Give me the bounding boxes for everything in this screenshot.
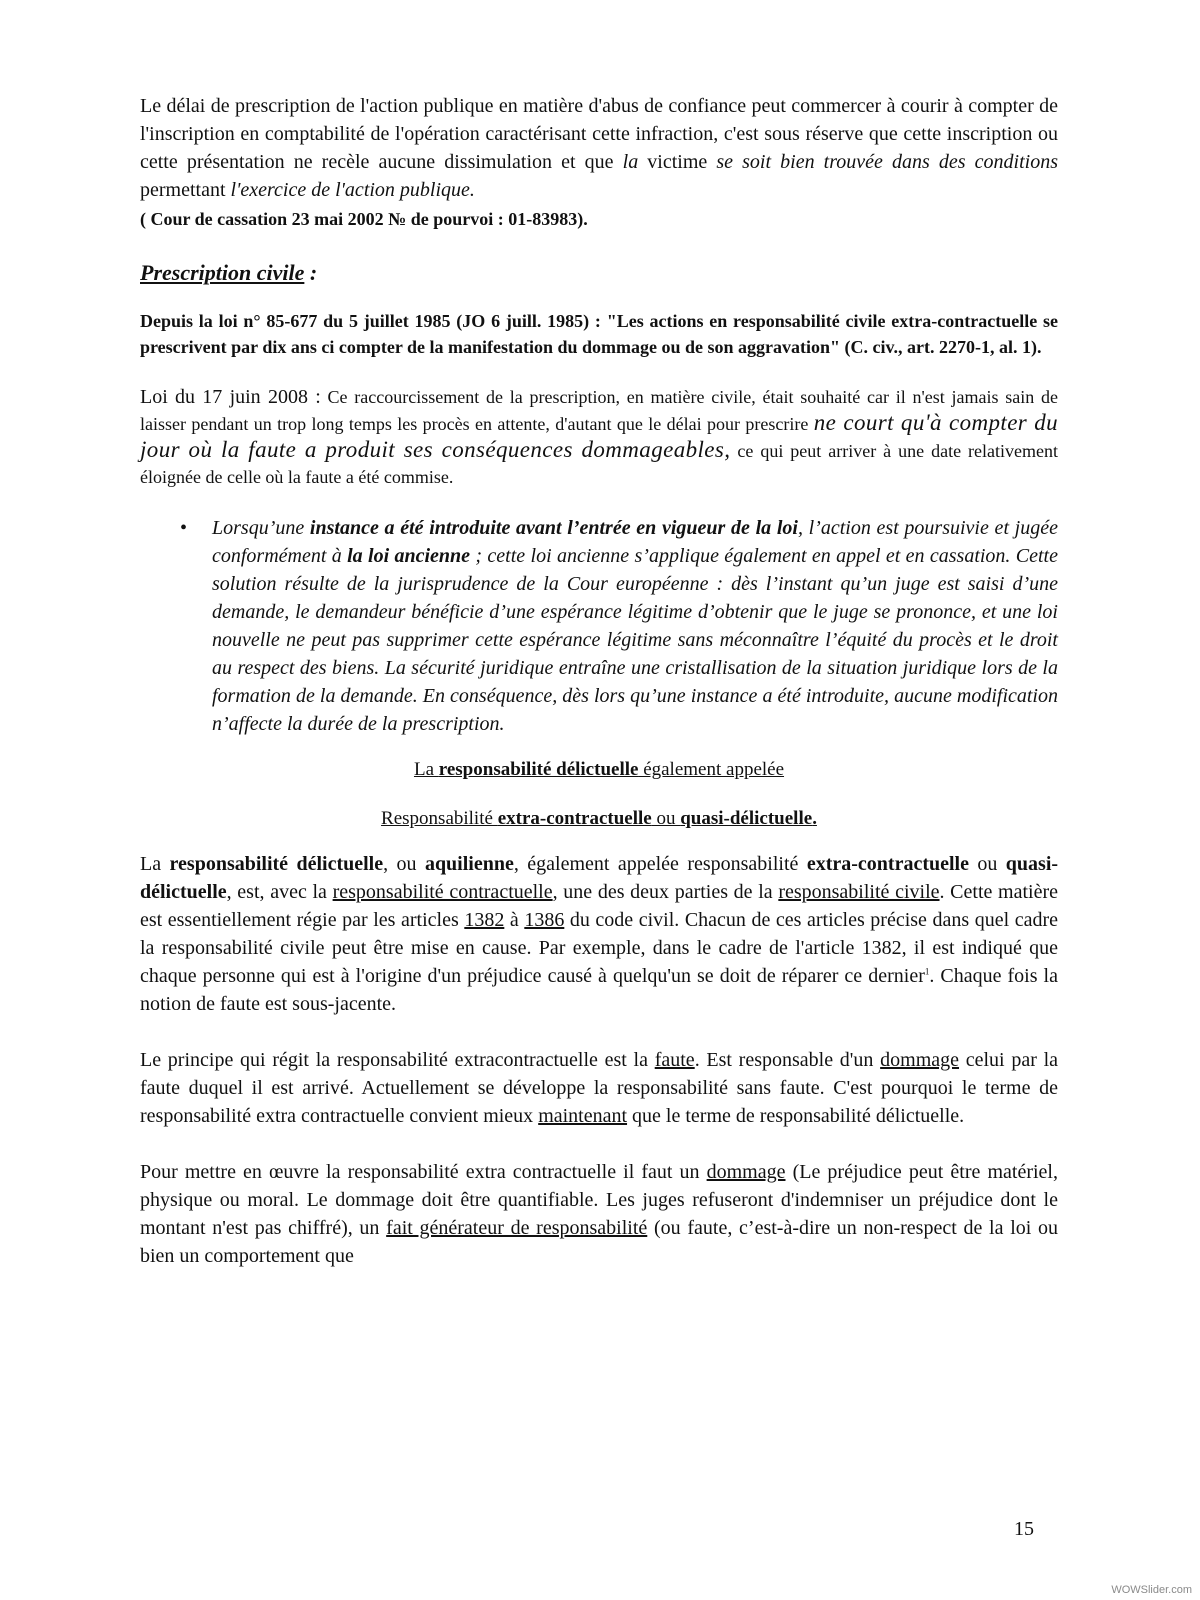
paragraph-abus-de-confiance: Le délai de prescription de l'action publique en matière d'abus de confiance peut commercer à courir à compter de l'inscription en comptabilité de l'opération caractérisant cette infraction, c'est sous réserve que cette inscription ou cette présentation ne recèle aucune dissimulation et que la victime se soit bien trouvée dans des conditions permettant l'exercice de l'action publique. [140, 95, 1058, 201]
link-article-1382[interactable]: 1382 [464, 909, 505, 931]
link-maintenant[interactable]: maintenant [538, 1105, 628, 1127]
paragraph-mise-en-oeuvre: Pour mettre en œuvre la responsabilité extra contractuelle il faut un dommage (Le préjudice peut être matériel, physique ou moral. Le dommage doit être quantifiable. Les juges refuseront d'indemniser un préjudice dont le montant n'est pas chiffré), un fait générateur de responsabilité (ou faute, c’est-à-dire un non-respect de la loi ou bien un comportement que [140, 1161, 1059, 1267]
page-number: 15 [1014, 1518, 1034, 1540]
section-title: Prescription civile [140, 260, 305, 285]
paragraph-principe-faute: Le principe qui régit la responsabilité extracontractuelle est la faute. Est responsable d'un dommage celui par la faute duquel il est arrivé. Actuellement se développe la responsabilité sans faute. C'est pourquoi le terme de responsabilité extra contractuelle convient mieux maintenant que le terme de responsabilité délictuelle. [140, 1049, 1059, 1127]
link-article-1386[interactable]: 1386 [524, 909, 565, 931]
paragraph-loi-1985: Depuis la loi n° 85-677 du 5 juillet 1985 (JO 6 juill. 1985) : "Les actions en responsabilité civile extra-contractuelle se prescrivent par dix ans ci compter de la manifestation du dommage ou de son aggravation" (C. civ., art. 2270-1, al. 1). [140, 311, 1058, 357]
citation-cour-de-cassation: ( Cour de cassation 23 mai 2002 № de pourvoi : 01-83983). [140, 209, 588, 229]
document-page [140, 92, 1058, 1270]
bullet-marker: • [180, 517, 188, 539]
link-faute[interactable]: faute [654, 1049, 695, 1071]
paragraph-responsabilite: La responsabilité délictuelle, ou aquilienne, également appelée responsabilité extra-contractuelle ou quasi-délictuelle, est, avec la responsabilité contractuelle, une des deux parties de la responsabilité civile. Cette matière est essentiellement régie par les articles 1382 à 1386 du code civil. Chacun de ces articles précise dans quel cadre la responsabilité civile peut être mise en cause. Par exemple, dans le cadre de l'article 1382, il est indiqué que chaque personne qui est à l'origine d'un préjudice causé à quelqu'un se doit de réparer ce dernier$^1$. Chaque fois la notion de faute est sous-jacente. [140, 853, 1059, 1015]
title-extra-contractuelle: Responsabilité extra-contractuelle ou quasi-délictuelle. [381, 808, 817, 829]
list-item: • Lorsqu’une instance a été introduite avant l’entrée en vigueur de la loi, l’action est poursuivie et jugée conformément à la loi ancienne ; cette loi ancienne s’applique également en appel et en cassation. Cette solution résulte de la jurisprudence de la Cour européenne : dès l’instant qu’un juge est saisi d’une demande, le demandeur bénéficie d’une espérance légitime d’obtenir que le juge se prononce, et une loi nouvelle ne peut pas supprimer cette espérance légitime sans méconnaître l’équité du procès et le droit au respect des biens. La sécurité juridique entraîne une cristallisation de la situation juridique lors de la formation de la demande. En conséquence, dès lors qu’une instance a été introduite, aucune modification n’affecte la durée de la prescription. [212, 514, 1058, 738]
link-fait-generateur[interactable]: fait générateur de responsabilité [386, 1217, 648, 1239]
link-responsabilite-contractuelle[interactable]: responsabilité contractuelle [332, 881, 553, 903]
paragraph-loi-2008: Loi du 17 juin 2008 : Ce raccourcissement de la prescription, en matière civile, était souhaité car il n'est jamais sain de laisser pendant un trop long temps les procès en attente, d'autant que le délai pour prescrire ne court qu'à compter du jour où la faute a produit ses conséquences dommageables, ce qui peut arriver à une date relativement éloignée de celle où la faute a été commise. [140, 386, 1058, 487]
link-dommage-2[interactable]: dommage [706, 1161, 786, 1183]
bullet-list [140, 514, 1058, 738]
link-responsabilite-civile[interactable]: responsabilité civile [778, 881, 940, 903]
section-heading: Prescription civile : [140, 260, 318, 285]
watermark: WOWSlider.com [1111, 1584, 1192, 1596]
footnote-ref[interactable]: 1 [924, 966, 930, 977]
title-responsabilite-delictuelle: La responsabilité délictuelle également appelée [413, 759, 785, 780]
link-dommage[interactable]: dommage [880, 1049, 960, 1071]
